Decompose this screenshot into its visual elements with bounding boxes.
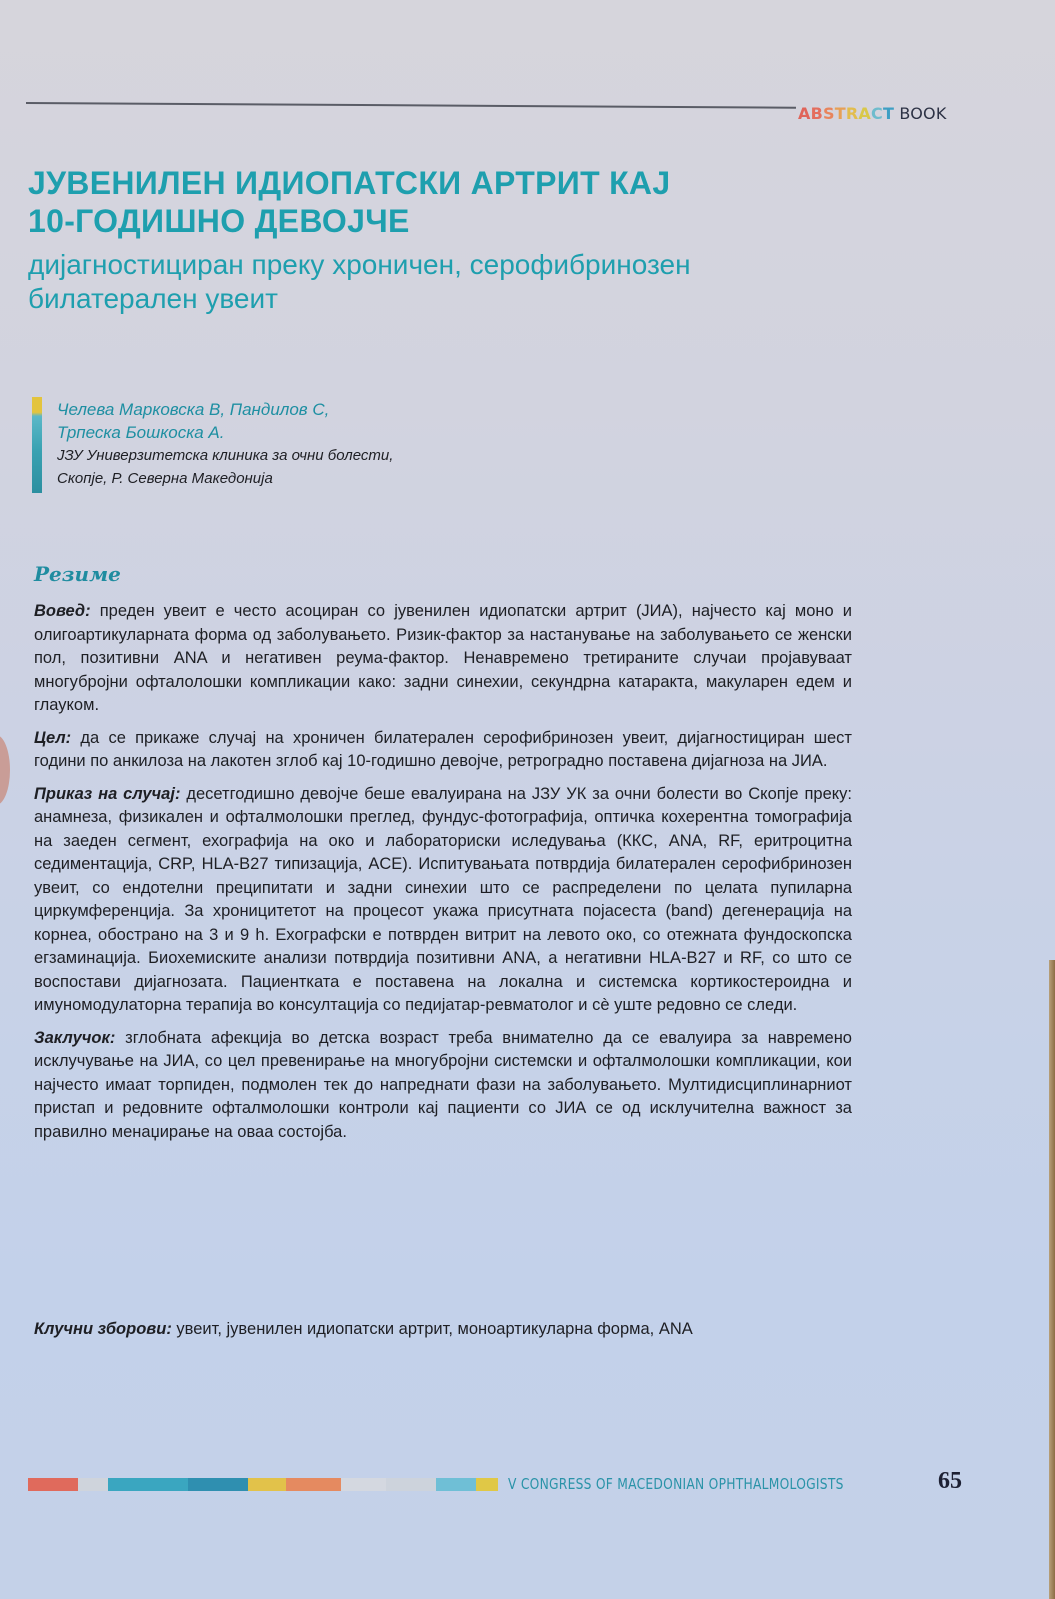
- page-number: 65: [938, 1468, 962, 1494]
- abstract-letter: R: [845, 104, 859, 123]
- article-title: [28, 164, 828, 240]
- authors-accent-bar: [32, 397, 42, 493]
- footer-strip-segment: [188, 1478, 248, 1491]
- footer-strip-segment: [248, 1478, 286, 1491]
- book-word: BOOK: [894, 104, 947, 123]
- affiliation-line-2: Скопје, Р. Северна Македонија: [57, 470, 273, 487]
- abstract-letter: C: [870, 104, 883, 123]
- subtitle-line-2: билатерален увеит: [28, 283, 278, 314]
- footer-strip-segment: [386, 1478, 436, 1491]
- section-aim: [34, 727, 852, 774]
- abstract-letter: T: [882, 104, 895, 123]
- section-label: Приказ на случај:: [34, 784, 181, 803]
- footer-strip-segment: [436, 1478, 476, 1491]
- footer-strip-segment: [28, 1478, 78, 1491]
- keywords-label: Клучни зборови:: [34, 1320, 172, 1338]
- abstract-body: [34, 600, 852, 1153]
- footer-strip-segment: [341, 1478, 386, 1491]
- author-names-line-1: Челева Марковска В, Пандилов С,: [57, 400, 330, 419]
- summary-heading: Резиме: [34, 562, 121, 586]
- section-conclusion: [34, 1027, 852, 1145]
- footer-strip-segment: [286, 1478, 341, 1491]
- article-subtitle: [28, 248, 828, 316]
- header-rule: [26, 102, 796, 109]
- section-text: да се прикаже случај на хроничен билатерален серофибринозен увеит, дијагностициран шест години по анкилоза на лакотен зглоб кај 10-годишно девојче, ретроградно поставена дијагноза на ЈИА.: [34, 728, 852, 770]
- abstract-letter: A: [858, 104, 871, 123]
- photo-finger-artifact: [0, 735, 10, 805]
- section-label: Вовед:: [34, 602, 91, 620]
- section-introduction: [34, 600, 852, 718]
- footer-color-strip: [28, 1478, 498, 1491]
- keywords: [34, 1318, 852, 1341]
- abstract-letter: T: [834, 104, 846, 123]
- footer-strip-segment: [108, 1478, 188, 1491]
- section-text: зглобната афекција во детска возраст треба внимателно да се евалуира за навремено исклучување на ЈИА, со цел превенирање на многубројни системски и офталмолошки компликации, кои најчесто имаат торпиден, подмолен тек до напреднати фази на заболувањето. Мултидисциплинарниот пристап и редовните офталмолошки контроли кај пациенти со ЈИА се од исклучителна важност за правилно менаџирање на оваа состојба.: [34, 1028, 852, 1141]
- footer-strip-segment: [78, 1478, 108, 1491]
- abstract-word: [798, 104, 894, 123]
- author-names-line-2: Трпеска Бошкоска А.: [57, 423, 225, 442]
- abstract-book-label: [798, 104, 947, 123]
- abstract-letter: A: [798, 104, 811, 123]
- abstract-letter: S: [823, 104, 835, 123]
- title-line-1: ЈУВЕНИЛЕН ИДИОПАТСКИ АРТРИТ КАЈ: [28, 165, 671, 201]
- keywords-text: увеит, јувенилен идиопатски артрит, моноартикуларна форма, ANA: [171, 1320, 693, 1338]
- abstract-letter: B: [810, 104, 823, 123]
- section-label: Цел:: [34, 728, 72, 747]
- title-line-2: 10-ГОДИШНО ДЕВОЈЧЕ: [28, 203, 410, 239]
- authors-block: [57, 398, 477, 490]
- section-text: десетгодишно девојче беше евалуирана на ЈЗУ УК за очни болести во Скопје преку: анамнеза, физикален и офталмолошки преглед, фундус-фотографија, оптичка кохерентна томографија на заеден сегмент, ехографија на око и лабораториски иследувања (ККС, ANA, RF, еритроцитна седиментација, CRP, HLA-B27 типизација, ACE). Испитувањата потврдија билатерален серофибринозен увеит, со ендотелни преципитати и задни синехии што се распределени по целата пупиларна циркумференција. За хроницитетот на процесот укажа присутната појасеста (band) дегенерација на корнеа, обострано на 3 и 9 h. Ехографски е потврден витрит на левото око, со отежната фундоскопска егзаминација. Биохемиските анализи потврдија позитивни ANA, а негативни HLA-B27 и RF, со што се воспостави дијагнозата. Пациентката е поставена на локална и системска кортикостероидна и имуномодулаторна терапија во консултација со педијатар-ревматолог и сè уште редовно се следи.: [34, 784, 852, 1014]
- affiliation-line-1: ЈЗУ Универзитетска клиника за очни болести,: [57, 447, 394, 464]
- page-edge: [1049, 960, 1055, 1599]
- congress-name: V CONGRESS OF MACEDONIAN OPHTHALMOLOGISTS: [508, 1475, 844, 1493]
- section-case-report: [34, 783, 852, 1018]
- section-label: Заклучок:: [34, 1028, 116, 1047]
- subtitle-line-1: дијагностициран преку хроничен, серофибринозен: [28, 249, 691, 280]
- footer-strip-segment: [476, 1478, 498, 1491]
- section-text: преден увеит е често асоциран со јувенилен идиопатски артрит (ЈИА), најчесто кај моно и олигоартикуларната форма од заболувањето. Ризик-фактор за настанување на заболувањето се женски пол, позитивни ANA и негативен реума-фактор. Ненавремено третираните случаи пројавуваат многубројни офталолошки компликации како: задни синехии, секундрна катаракта, макуларен едем и глауком.: [34, 602, 852, 714]
